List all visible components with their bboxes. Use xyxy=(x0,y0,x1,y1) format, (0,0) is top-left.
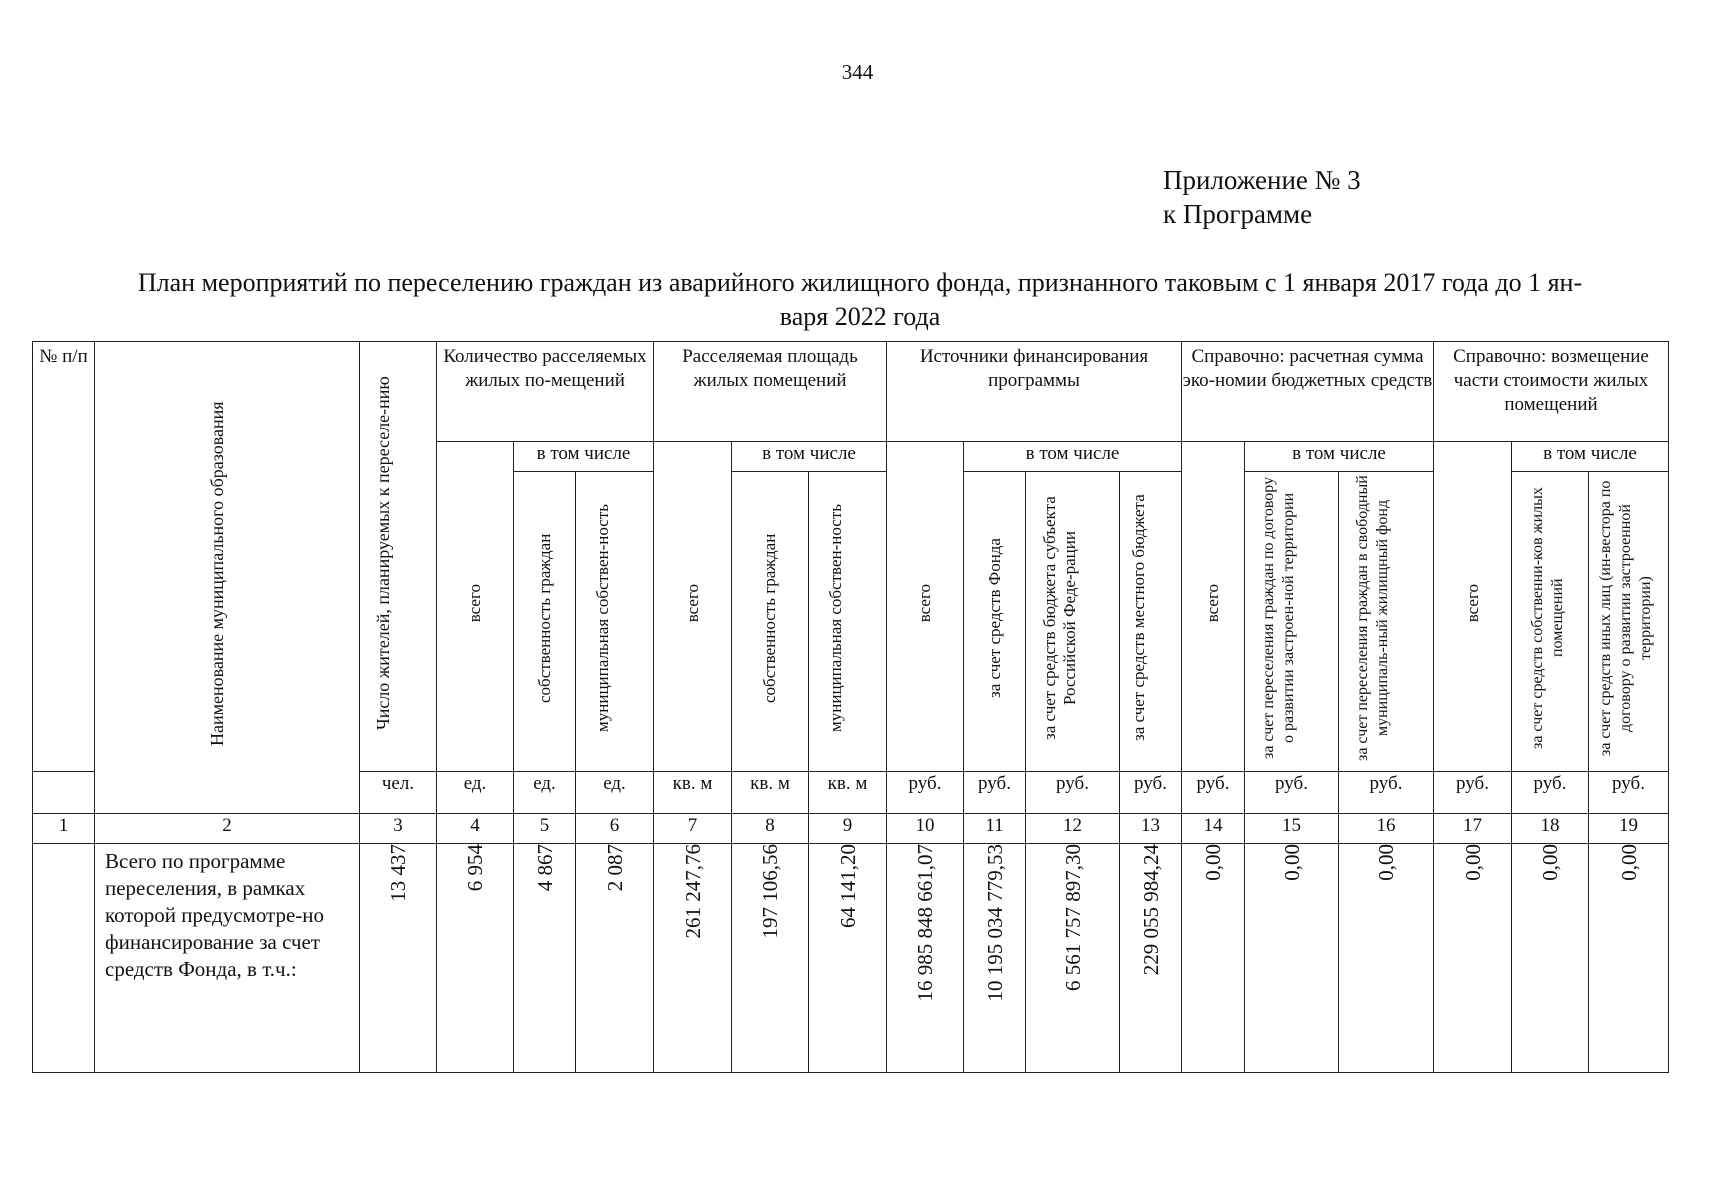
header-group-area: Расселяемая площадь жилых помещений xyxy=(654,342,887,442)
row-no xyxy=(33,844,95,1073)
header-economy-development: за счет переселения граждан по договору о развитии застроен-ной территории xyxy=(1245,472,1339,772)
column-number: 15 xyxy=(1245,814,1339,844)
header-compensation-total: всего xyxy=(1434,442,1512,772)
value-cell: 64 141,20 xyxy=(809,844,887,1073)
value-cell: 0,00 xyxy=(1589,844,1669,1073)
column-number: 12 xyxy=(1026,814,1120,844)
value-cell: 229 055 984,24 xyxy=(1120,844,1182,1073)
column-number: 7 xyxy=(654,814,732,844)
unit-cell: руб. xyxy=(1120,772,1182,814)
header-premises-municipal: муниципальная собствен-ность xyxy=(576,472,654,772)
header-premises-total: всего xyxy=(437,442,514,772)
appendix-label xyxy=(1163,163,1361,231)
column-number: 9 xyxy=(809,814,887,844)
unit-cell: руб. xyxy=(1434,772,1512,814)
document-title xyxy=(40,266,1680,334)
header-premises-citizens: собственность граждан xyxy=(514,472,576,772)
value-cell: 13 437 xyxy=(360,844,437,1073)
value-cell: 0,00 xyxy=(1245,844,1339,1073)
value-cell: 0,00 xyxy=(1182,844,1245,1073)
unit-cell: руб. xyxy=(1589,772,1669,814)
header-economy-free-fund: за счет переселения граждан в свободный муниципаль-ный жилищный фонд xyxy=(1339,472,1434,772)
value-cell: 16 985 848 661,07 xyxy=(887,844,964,1073)
unit-cell: руб. xyxy=(1245,772,1339,814)
column-number: 8 xyxy=(732,814,809,844)
header-economy-incl: в том числе xyxy=(1245,442,1434,472)
header-area-total: всего xyxy=(654,442,732,772)
header-area-municipal: муниципальная собствен-ность xyxy=(809,472,887,772)
header-finance-fund: за счет средств Фонда xyxy=(964,472,1026,772)
column-number: 16 xyxy=(1339,814,1434,844)
column-number: 18 xyxy=(1512,814,1589,844)
column-number: 4 xyxy=(437,814,514,844)
unit-cell: кв. м xyxy=(732,772,809,814)
unit-cell: чел. xyxy=(360,772,437,814)
column-number: 6 xyxy=(576,814,654,844)
page-number: 344 xyxy=(841,60,874,84)
header-group-economy: Справочно: расчетная сумма эко-номии бюджетных средств xyxy=(1182,342,1434,442)
unit-cell: руб. xyxy=(964,772,1026,814)
column-number: 1 xyxy=(33,814,95,844)
header-group-finance: Источники финансирования программы xyxy=(887,342,1182,442)
column-number: 14 xyxy=(1182,814,1245,844)
column-number: 3 xyxy=(360,814,437,844)
column-number: 10 xyxy=(887,814,964,844)
appendix-line-2: к Программе xyxy=(1163,199,1313,229)
value-cell: 0,00 xyxy=(1512,844,1589,1073)
value-cell: 197 106,56 xyxy=(732,844,809,1073)
column-number: 2 xyxy=(95,814,360,844)
header-residents-text: Число жителей, планируемых к переселе-нию xyxy=(373,376,393,730)
value-cell: 261 247,76 xyxy=(654,844,732,1073)
header-compensation-owners: за счет средств собственни-ков жилых помещений xyxy=(1512,472,1589,772)
unit-cell: руб. xyxy=(1026,772,1120,814)
header-compensation-incl: в том числе xyxy=(1512,442,1669,472)
header-finance-local: за счет средств местного бюджета xyxy=(1120,472,1182,772)
value-cell: 0,00 xyxy=(1339,844,1434,1073)
header-group-compensation: Справочно: возмещение части стоимости жилых помещений xyxy=(1434,342,1669,442)
unit-cell: ед. xyxy=(514,772,576,814)
resettlement-plan-table xyxy=(32,341,1669,1073)
header-residents xyxy=(360,342,437,772)
header-finance-total: всего xyxy=(887,442,964,772)
header-group-premises: Количество расселяемых жилых по-мещений xyxy=(437,342,654,442)
value-cell: 10 195 034 779,53 xyxy=(964,844,1026,1073)
value-cell: 2 087 xyxy=(576,844,654,1073)
row-label: Всего по программе переселения, в рамках которой предусмотре-но финансирование за счет средств Фонда, в т.ч.: xyxy=(95,844,360,1073)
header-compensation-investors: за счет средств иных лиц (ин-вестора по договору о развитии застроенной территории) xyxy=(1589,472,1669,772)
column-number: 19 xyxy=(1589,814,1669,844)
unit-cell: ед. xyxy=(437,772,514,814)
header-area-incl: в том числе xyxy=(732,442,887,472)
value-cell: 4 867 xyxy=(514,844,576,1073)
column-number: 17 xyxy=(1434,814,1512,844)
header-economy-total: всего xyxy=(1182,442,1245,772)
header-municipality-name-text: Наименование муниципального образования xyxy=(207,401,227,747)
header-finance-incl: в том числе xyxy=(964,442,1182,472)
unit-cell: кв. м xyxy=(654,772,732,814)
value-cell: 6 954 xyxy=(437,844,514,1073)
unit-cell: кв. м xyxy=(809,772,887,814)
value-cell: 6 561 757 897,30 xyxy=(1026,844,1120,1073)
unit-cell: руб. xyxy=(1512,772,1589,814)
title-line-2: варя 2022 года xyxy=(779,302,941,331)
unit-cell: руб. xyxy=(1339,772,1434,814)
header-municipality-name xyxy=(95,342,360,814)
header-area-citizens: собственность граждан xyxy=(732,472,809,772)
table-row xyxy=(33,844,1669,1073)
header-premises-incl: в том числе xyxy=(514,442,654,472)
unit-cell: руб. xyxy=(1182,772,1245,814)
appendix-line-1: Приложение № 3 xyxy=(1163,165,1361,195)
header-finance-subject: за счет средств бюджета субъекта Российской Феде-рации xyxy=(1026,472,1120,772)
header-no: № п/п xyxy=(33,342,95,772)
column-number: 13 xyxy=(1120,814,1182,844)
column-number: 5 xyxy=(514,814,576,844)
unit-no-empty xyxy=(33,772,95,814)
unit-cell: ед. xyxy=(576,772,654,814)
value-cell: 0,00 xyxy=(1434,844,1512,1073)
column-number: 11 xyxy=(964,814,1026,844)
title-line-1: План мероприятий по переселению граждан из аварийного жилищного фонда, признанного таковым с 1 января 2017 года до 1 ян- xyxy=(137,268,1583,297)
unit-cell: руб. xyxy=(887,772,964,814)
